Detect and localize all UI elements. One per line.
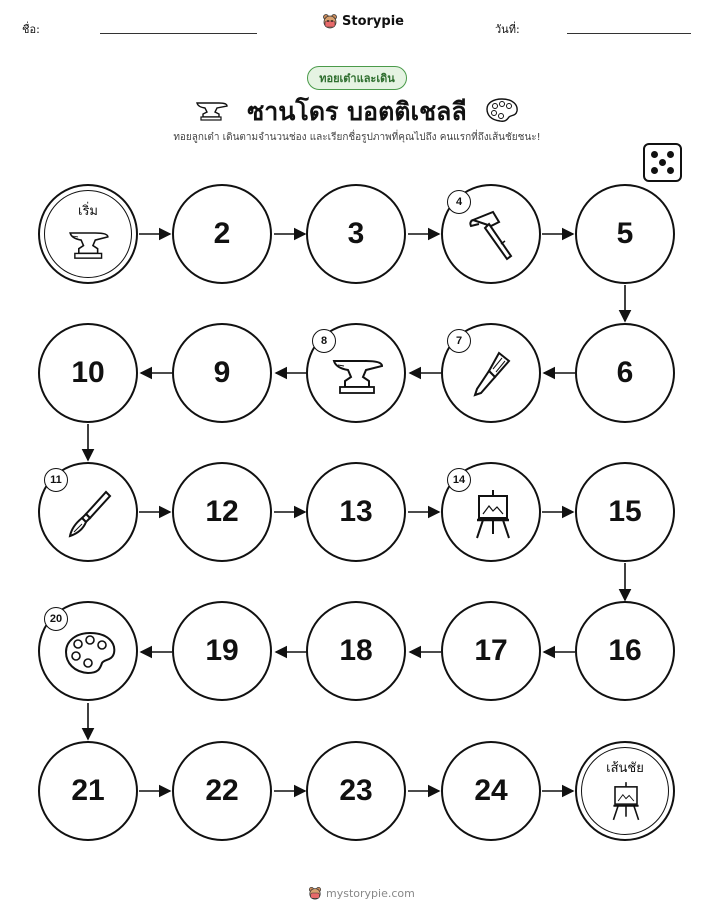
- board-space-20[interactable]: [38, 601, 138, 701]
- start-space[interactable]: [38, 184, 138, 284]
- board-space-5[interactable]: [575, 184, 675, 284]
- anvil-icon: [330, 347, 386, 407]
- palette-icon: [62, 625, 118, 685]
- brand-name: Storypie: [342, 13, 404, 29]
- board-space-3[interactable]: [306, 184, 406, 284]
- space-number: 23: [339, 774, 373, 807]
- easel-icon: [465, 486, 521, 546]
- space-number-tag: 4: [447, 190, 471, 214]
- board-space-14[interactable]: [441, 462, 541, 562]
- board-space-4[interactable]: [441, 184, 541, 284]
- board-space-9[interactable]: [172, 323, 272, 423]
- space-number: 2: [213, 217, 231, 250]
- paintbrush-icon: [62, 486, 118, 546]
- space-number: 21: [71, 774, 105, 807]
- board-space-12[interactable]: [172, 462, 272, 562]
- start-label: เริ่ม: [78, 204, 98, 219]
- space-number: 12: [205, 495, 239, 528]
- space-number: 6: [616, 356, 634, 389]
- board-space-10[interactable]: [38, 323, 138, 423]
- space-number: 13: [339, 495, 373, 528]
- finish-space[interactable]: [575, 741, 675, 841]
- board-space-24[interactable]: [441, 741, 541, 841]
- space-number: 22: [205, 774, 239, 807]
- space-number: 16: [608, 634, 642, 667]
- hammer-icon: [465, 208, 521, 268]
- board-space-8[interactable]: [306, 323, 406, 423]
- space-number: 15: [608, 495, 642, 528]
- board-space-18[interactable]: [306, 601, 406, 701]
- space-number: 18: [339, 634, 373, 667]
- space-number: 10: [71, 356, 105, 389]
- footer-url: mystorypie.com: [326, 886, 415, 900]
- bear-mascot-icon: [308, 886, 322, 900]
- space-number: 17: [474, 634, 508, 667]
- board-space-22[interactable]: [172, 741, 272, 841]
- chisel-icon: [465, 347, 521, 407]
- finish-label: เส้นชัย: [606, 761, 644, 776]
- space-number-tag: 8: [312, 329, 336, 353]
- board-space-21[interactable]: [38, 741, 138, 841]
- board-space-17[interactable]: [441, 601, 541, 701]
- name-label: ชื่อ:: [22, 23, 40, 36]
- footer: [308, 886, 415, 900]
- board-space-13[interactable]: [306, 462, 406, 562]
- board-space-11[interactable]: [38, 462, 138, 562]
- space-number-tag: 20: [44, 607, 68, 631]
- space-number: 9: [213, 356, 231, 389]
- space-number: 5: [616, 217, 634, 250]
- anvil-icon: [67, 222, 111, 270]
- easel-icon: [604, 779, 648, 827]
- space-number-tag: 7: [447, 329, 471, 353]
- date-label: วันที่:: [495, 23, 520, 36]
- space-number: 3: [347, 217, 365, 250]
- board-space-6[interactable]: [575, 323, 675, 423]
- space-number: 24: [474, 774, 508, 807]
- space-number: 19: [205, 634, 239, 667]
- board-space-23[interactable]: [306, 741, 406, 841]
- board-space-2[interactable]: [172, 184, 272, 284]
- title-text: ซานโดร บอตติเชลลี: [247, 97, 467, 126]
- instructions: ทอยลูกเต๋า เดินตามจำนวนช่อง และเรียกชื่อรูปภาพที่คุณไปถึง คนแรกที่ถึงเส้นชัยชนะ!: [173, 132, 541, 143]
- board-space-16[interactable]: [575, 601, 675, 701]
- game-type-badge: ทอยเต๋าและเดิน: [307, 66, 407, 90]
- board-space-15[interactable]: [575, 462, 675, 562]
- board-space-19[interactable]: [172, 601, 272, 701]
- board-space-7[interactable]: [441, 323, 541, 423]
- space-number-tag: 14: [447, 468, 471, 492]
- space-number-tag: 11: [44, 468, 68, 492]
